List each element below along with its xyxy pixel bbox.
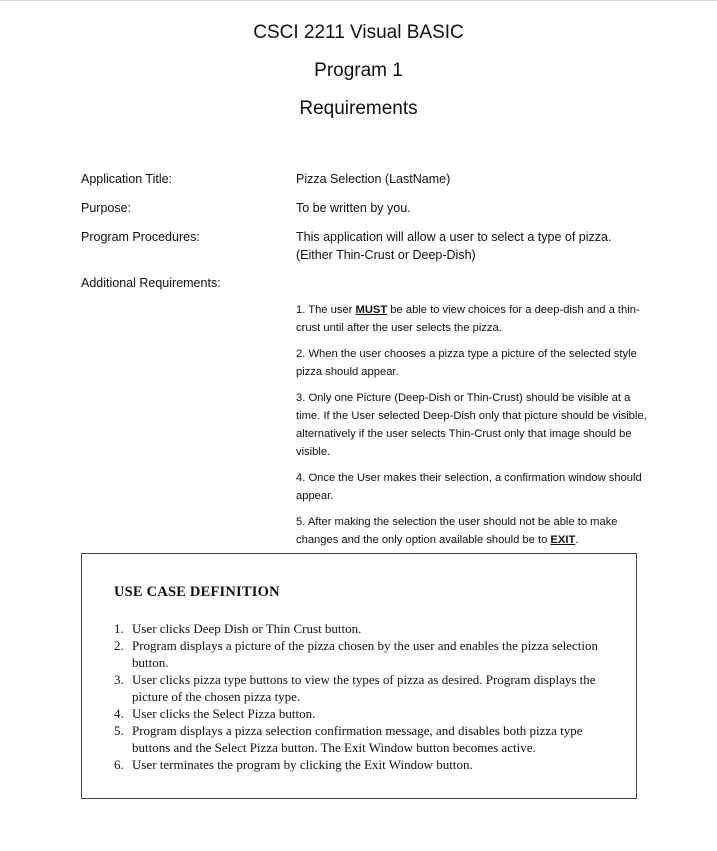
application-title-value: Pizza Selection (LastName)	[296, 172, 451, 186]
purpose-label: Purpose:	[81, 201, 132, 215]
requirements-list	[296, 301, 648, 557]
use-case-item: 3. User clicks pizza type buttons to view the types of pizza as desired. Program displays the picture of the chosen pizza type.	[114, 672, 596, 704]
emphasis-must: MUST	[355, 304, 388, 316]
procedures-line-2: (Either Thin-Crust or Deep-Dish)	[296, 248, 476, 262]
use-case-item: 5. Program displays a pizza selection confirmation message, and disables both pizza type buttons and the Select Pizza button. The Exit Window button becomes active.	[114, 723, 583, 755]
additional-requirements-label: Additional Requirements:	[81, 276, 221, 290]
use-case-item: 4. User clicks the Select Pizza button.	[114, 706, 316, 721]
application-title-label: Application Title:	[81, 172, 173, 186]
use-case-box	[81, 553, 637, 799]
requirements-heading: Requirements	[299, 98, 418, 119]
emphasis-exit: EXIT	[550, 534, 576, 546]
page-top-border	[0, 0, 717, 1]
use-case-title: USE CASE DEFINITION	[114, 584, 280, 600]
program-procedures-value	[296, 228, 646, 264]
requirement-item: 2. When the user chooses a pizza type a picture of the selected style pizza should appear.	[296, 348, 637, 378]
use-case-item: 6. User terminates the program by clicking the Exit Window button.	[114, 757, 473, 772]
course-title: CSCI 2211 Visual BASIC	[253, 22, 464, 43]
requirement-item: 5. After making the selection the user should not be able to make changes and the only option available should be to EXIT.	[296, 516, 618, 546]
program-procedures-label: Program Procedures:	[81, 230, 200, 244]
procedures-line-1: This application will allow a user to select a type of pizza.	[296, 230, 612, 244]
program-title: Program 1	[314, 60, 403, 81]
use-case-list	[114, 620, 614, 773]
requirement-item: 4. Once the User makes their selection, a confirmation window should appear.	[296, 472, 642, 502]
purpose-value: To be written by you.	[296, 201, 411, 215]
requirement-item: 3. Only one Picture (Deep-Dish or Thin-Crust) should be visible at a time. If the User selected Deep-Dish only that picture should be visible, alternatively if the user selects Thin-Crust only that image should be visible.	[296, 392, 647, 458]
use-case-item: 2. Program displays a picture of the pizza chosen by the user and enables the pizza selection button.	[114, 638, 599, 670]
use-case-item: 1. User clicks Deep Dish or Thin Crust button.	[114, 621, 362, 636]
requirement-item: 1. The user MUST be able to view choices for a deep-dish and a thin-crust until after the user selects the pizza.	[296, 304, 640, 334]
